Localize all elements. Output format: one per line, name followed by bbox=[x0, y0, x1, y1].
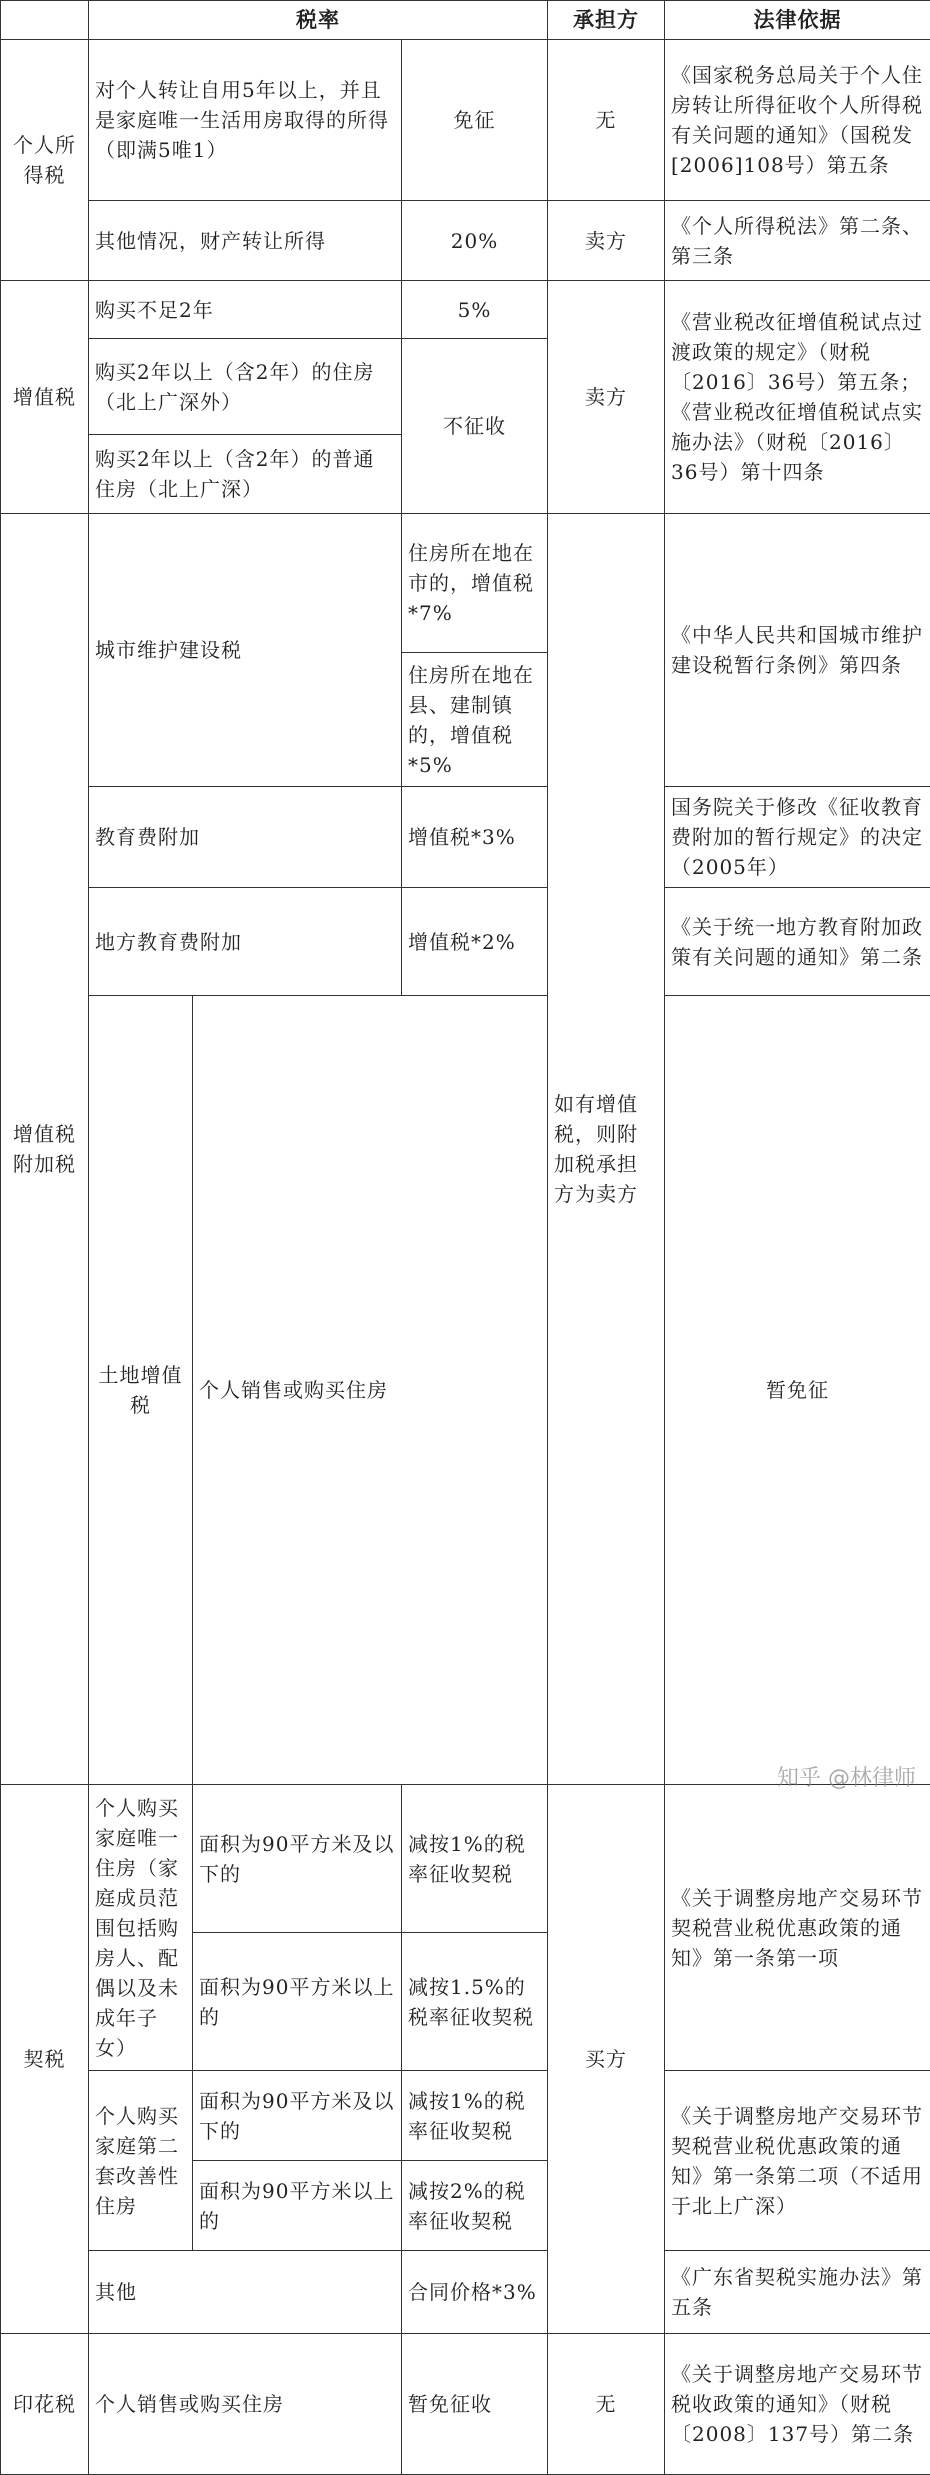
vat-bearer: 卖方 bbox=[548, 281, 665, 514]
land-vat-condition: 个人销售或购买住房 bbox=[193, 996, 548, 1785]
edu-fee-name: 教育费附加 bbox=[89, 787, 402, 888]
income-tax-law-2: 《个人所得税法》第二条、第三条 bbox=[665, 201, 930, 281]
urban-tax-name: 城市维护建设税 bbox=[89, 514, 402, 787]
edu-fee-rate: 增值税*3% bbox=[402, 787, 548, 888]
deed-tax-g1-rate-2: 减按1.5%的税率征收契税 bbox=[402, 1933, 548, 2071]
vat-condition-3: 购买2年以上（含2年）的普通住房（北上广深） bbox=[89, 435, 402, 514]
deed-tax-g2-area-1: 面积为90平方米及以下的 bbox=[193, 2071, 402, 2161]
vat-rate-1: 5% bbox=[402, 281, 548, 339]
deed-tax-row-5 bbox=[1, 2251, 930, 2334]
stamp-tax-category: 印花税 bbox=[1, 2334, 89, 2475]
stamp-tax-bearer: 无 bbox=[548, 2334, 665, 2475]
deed-tax-g2-rate-2: 减按2%的税率征收契税 bbox=[402, 2161, 548, 2251]
deed-tax-other-label: 其他 bbox=[89, 2251, 402, 2334]
header-law: 法律依据 bbox=[665, 1, 930, 40]
deed-tax-other-law: 《广东省契税实施办法》第五条 bbox=[665, 2251, 930, 2334]
header-row bbox=[1, 1, 930, 40]
vat-rate-2: 不征收 bbox=[402, 339, 548, 514]
urban-tax-rate-county: 住房所在地在县、建制镇的，增值税*5% bbox=[402, 653, 548, 787]
local-edu-fee-name: 地方教育费附加 bbox=[89, 888, 402, 996]
deed-tax-row-1 bbox=[1, 1785, 930, 1933]
deed-tax-category: 契税 bbox=[1, 1785, 89, 2334]
deed-tax-g2-rate-1: 减按1%的税率征收契税 bbox=[402, 2071, 548, 2161]
vat-condition-1: 购买不足2年 bbox=[89, 281, 402, 339]
header-bearer: 承担方 bbox=[548, 1, 665, 40]
land-vat-rate: 暂免征 bbox=[665, 996, 930, 1785]
watermark-author: @林律师 bbox=[828, 1766, 916, 1791]
surcharge-row-1 bbox=[1, 514, 930, 653]
stamp-tax-condition: 个人销售或购买住房 bbox=[89, 2334, 402, 2475]
income-tax-bearer-1: 无 bbox=[548, 40, 665, 201]
surcharge-row-4 bbox=[1, 888, 930, 996]
urban-tax-rate-city: 住房所在地在市的，增值税*7% bbox=[402, 514, 548, 653]
income-tax-bearer-2: 卖方 bbox=[548, 201, 665, 281]
deed-tax-group-2-label: 个人购买家庭第二套改善性住房 bbox=[89, 2071, 193, 2251]
deed-tax-group-1-label: 个人购买家庭唯一住房（家庭成员范围包括购房人、配偶以及未成年子女） bbox=[89, 1785, 193, 2071]
deed-tax-bearer: 买方 bbox=[548, 1785, 665, 2334]
income-tax-rate-1: 免征 bbox=[402, 40, 548, 201]
deed-tax-g1-law: 《关于调整房地产交易环节契税营业税优惠政策的通知》第一条第一项 bbox=[665, 1785, 930, 2071]
income-tax-rate-2: 20% bbox=[402, 201, 548, 281]
deed-tax-g1-area-2: 面积为90平方米以上的 bbox=[193, 1933, 402, 2071]
vat-row-1 bbox=[1, 281, 930, 339]
deed-tax-g1-area-1: 面积为90平方米及以下的 bbox=[193, 1785, 402, 1933]
vat-law: 《营业税改征增值税试点过渡政策的规定》（财税〔2016〕36号）第五条；《营业税改征增值税试点实施办法》（财税〔2016〕36号）第十四条 bbox=[665, 281, 930, 514]
urban-tax-law: 《中华人民共和国城市维护建设税暂行条例》第四条 bbox=[665, 514, 930, 787]
income-tax-category: 个人所得税 bbox=[1, 40, 89, 281]
watermark-site: 知乎 bbox=[777, 1766, 821, 1791]
income-tax-row-1 bbox=[1, 40, 930, 201]
local-edu-fee-rate: 增值税*2% bbox=[402, 888, 548, 996]
vat-condition-2: 购买2年以上（含2年）的住房（北上广深外） bbox=[89, 339, 402, 435]
land-vat-category: 土地增值税 bbox=[89, 996, 193, 1785]
edu-fee-law: 国务院关于修改《征收教育费附加的暂行规定》的决定（2005年） bbox=[665, 787, 930, 888]
land-vat-row bbox=[1, 996, 930, 1785]
stamp-tax-row bbox=[1, 2334, 930, 2475]
header-blank bbox=[1, 1, 89, 40]
local-edu-fee-law: 《关于统一地方教育附加政策有关问题的通知》第二条 bbox=[665, 888, 930, 996]
income-tax-law-1: 《国家税务总局关于个人住房转让所得征收个人所得税有关问题的通知》（国税发[2006]108号）第五条 bbox=[665, 40, 930, 201]
header-rate: 税率 bbox=[89, 1, 548, 40]
deed-tax-row-3 bbox=[1, 2071, 930, 2161]
surcharge-row-3 bbox=[1, 787, 930, 888]
deed-tax-g1-rate-1: 减按1%的税率征收契税 bbox=[402, 1785, 548, 1933]
income-tax-condition-1: 对个人转让自用5年以上，并且是家庭唯一生活用房取得的所得（即满5唯1） bbox=[89, 40, 402, 201]
deed-tax-other-rate: 合同价格*3% bbox=[402, 2251, 548, 2334]
stamp-tax-law: 《关于调整房地产交易环节税收政策的通知》（财税〔2008〕137号）第二条 bbox=[665, 2334, 930, 2475]
income-tax-row-2 bbox=[1, 201, 930, 281]
income-tax-condition-2: 其他情况，财产转让所得 bbox=[89, 201, 402, 281]
deed-tax-g2-law: 《关于调整房地产交易环节契税营业税优惠政策的通知》第一条第二项（不适用于北上广深） bbox=[665, 2071, 930, 2251]
vat-category: 增值税 bbox=[1, 281, 89, 514]
deed-tax-g2-area-2: 面积为90平方米以上的 bbox=[193, 2161, 402, 2251]
stamp-tax-rate: 暂免征收 bbox=[402, 2334, 548, 2475]
surcharge-category: 增值税附加税 bbox=[1, 514, 89, 1785]
surcharge-bearer: 如有增值税，则附加税承担方为卖方 bbox=[548, 514, 665, 1785]
